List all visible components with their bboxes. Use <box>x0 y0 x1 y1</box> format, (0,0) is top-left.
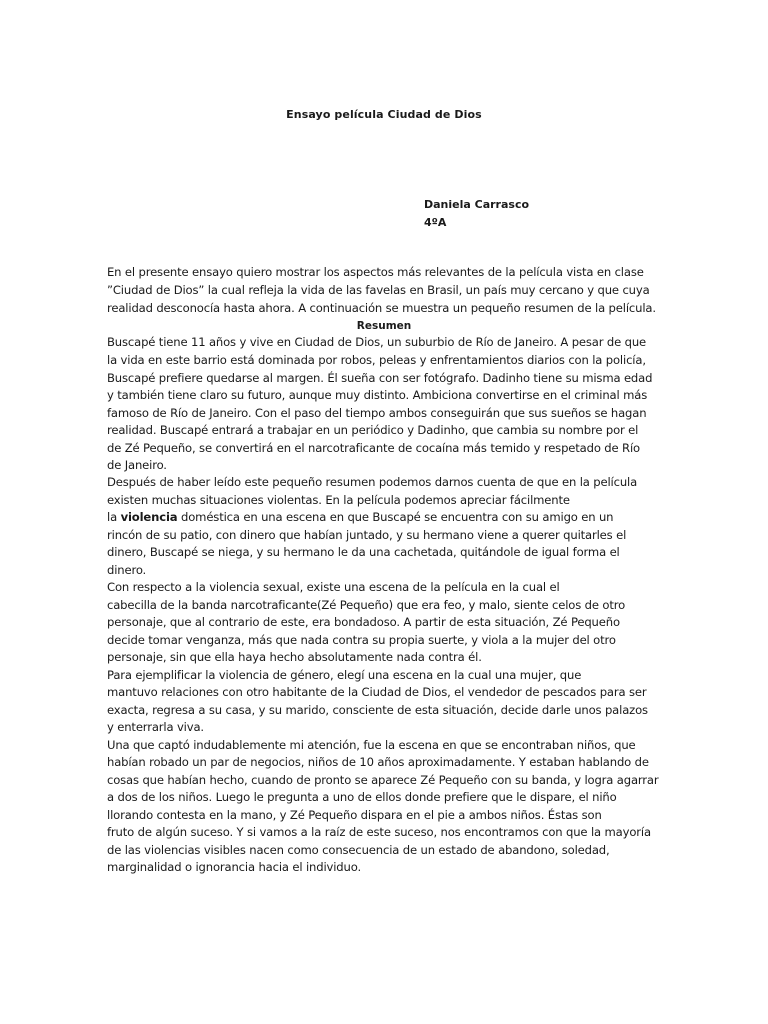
text-line: En el presente ensayo quiero mostrar los aspectos más relevantes de la película vista en clase <box>107 265 644 279</box>
text-line: personaje, sin que ella haya hecho absolutamente nada contra él. <box>107 650 482 664</box>
text-line: rincón de su patio, con dinero que habían juntado, y su hermano viene a querer quitarles el <box>107 528 627 542</box>
text-line: realidad desconocía hasta ahora. A continuación se muestra un pequeño resumen de la película. <box>107 301 656 315</box>
text-line: fruto de algún suceso. Y si vamos a la raíz de este suceso, nos encontramos con que la mayoría <box>107 825 651 839</box>
text-line <box>107 509 613 526</box>
text-line: a dos de los niños. Luego le pregunta a uno de ellos donde prefiere que le dispare, el niño <box>107 790 617 804</box>
text-line: ”Ciudad de Dios” la cual refleja la vida de las favelas en Brasil, un país muy cercano y que cuya <box>107 283 650 297</box>
text-line: exacta, regresa a su casa, y su marido, consciente de esta situación, decide darle unos palazos <box>107 703 648 717</box>
text-line: Con respecto a la violencia sexual, existe una escena de la película en la cual el <box>107 580 560 594</box>
text-line: Una que captó indudablemente mi atención, fue la escena en que se encontraban niños, que <box>107 738 636 752</box>
text-line: y también tiene claro su futuro, aunque muy distinto. Ambiciona convertirse en el criminal más <box>107 388 648 402</box>
text-line: mantuvo relaciones con otro habitante de la Ciudad de Dios, el vendedor de pescados para ser <box>107 685 647 699</box>
text-fragment: doméstica en una escena en que Buscapé se encuentra con su amigo en un <box>177 510 614 524</box>
text-line: de Zé Pequeño, se convertirá en el narcotraficante de cocaína más temido y respetado de Río <box>107 441 640 455</box>
text-line: Para ejemplificar la violencia de género, elegí una escena en la cual una mujer, que <box>107 668 582 682</box>
text-line: dinero, Buscapé se niega, y su hermano le da una cachetada, quitándole de igual forma el <box>107 545 620 559</box>
text-line: Buscapé prefiere quedarse al margen. Él sueña con ser fotógrafo. Dadinho tiene su misma edad <box>107 371 653 385</box>
text-line: famoso de Río de Janeiro. Con el paso del tiempo ambos conseguirán que sus sueños se hagan <box>107 406 647 420</box>
text-line: de las violencias visibles nacen como consecuencia de un estado de abandono, soledad, <box>107 843 610 857</box>
author-class: 4ºA <box>424 216 447 229</box>
summary-heading: Resumen <box>356 320 412 332</box>
text-line: y enterrarla viva. <box>107 720 204 734</box>
text-line: realidad. Buscapé entrará a trabajar en un periódico y Dadinho, que cambia su nombre por el <box>107 423 639 437</box>
text-line: Después de haber leído este pequeño resumen podemos darnos cuenta de que en la película <box>107 475 638 489</box>
document-title: Ensayo película Ciudad de Dios <box>286 108 482 121</box>
violence-keyword: violencia <box>120 510 178 524</box>
author-block <box>424 196 529 232</box>
text-fragment: la <box>107 510 121 524</box>
text-line: de Janeiro. <box>107 458 167 472</box>
text-line: existen muchas situaciones violentas. En la película podemos apreciar fácilmente <box>107 493 570 507</box>
author-name: Daniela Carrasco <box>424 198 530 211</box>
text-line: marginalidad o ignorancia hacia el individuo. <box>107 860 361 874</box>
text-line: la vida en este barrio está dominada por robos, peleas y enfrentamientos diarios con la policía, <box>107 353 646 367</box>
text-line: dinero. <box>107 563 147 577</box>
text-line: personaje, que al contrario de este, era bondadoso. A partir de esta situación, Zé Pequeño <box>107 615 620 629</box>
text-line: llorando contesta en la mano, y Zé Pequeño dispara en el pie a ambos niños. Éstas son <box>107 808 602 822</box>
text-line: decide tomar venganza, más que nada contra su propia suerte, y viola a la mujer del otro <box>107 633 616 647</box>
text-line: cosas que habían hecho, cuando de pronto se aparece Zé Pequeño con su banda, y logra agarrar <box>107 773 659 787</box>
text-line: cabecilla de la banda narcotraficante(Zé Pequeño) que era feo, y malo, siente celos de otro <box>107 598 626 612</box>
text-line: Buscapé tiene 11 años y vive en Ciudad de Dios, un suburbio de Río de Janeiro. A pesar de que <box>107 335 647 349</box>
text-line: habían robado un par de negocios, niños de 10 años aproximadamente. Y estaban hablando de <box>107 755 649 769</box>
